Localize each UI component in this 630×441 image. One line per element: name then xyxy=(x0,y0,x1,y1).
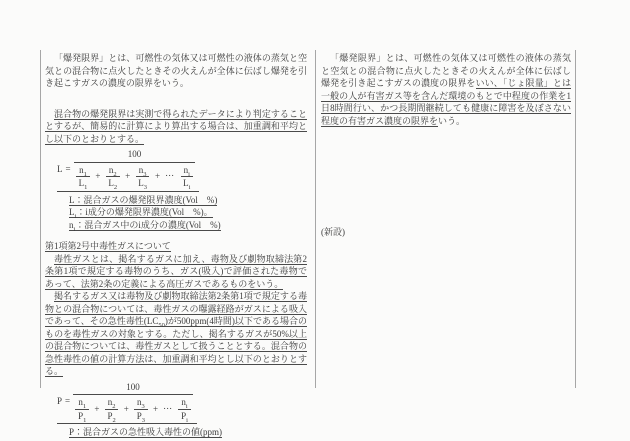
definition-line: $L_i$：i成分の爆発限界濃度(Vol %)。 xyxy=(69,207,213,220)
main-fraction xyxy=(74,148,196,190)
formula-P-definitions xyxy=(69,426,307,439)
formula-lhs: L xyxy=(57,163,63,174)
ellipsis: … xyxy=(163,400,174,411)
plus-sign: + xyxy=(123,403,129,414)
main-fraction xyxy=(73,381,193,423)
old-explosion-limit-paragraph: 「爆発限界」とは、可燃性の気体又は可燃性の液体の蒸気と空気との混合物に点火したときその火えんが全体に伝ばし爆発を引き起こすガスの濃度の限界をいい、「じょ限量」とは一般の人が有害ガス等を含んだ環境のもとで中程度の作業を1日8時間行い、かつ長期間継続しても健康に障害を及ぼさない程度の有害ガス濃度の限界をいう。 xyxy=(321,53,571,126)
toxicity-formula xyxy=(57,381,197,425)
definition-line: L：混合ガスの爆発限界濃度(Vol %) xyxy=(69,194,218,205)
mixture-rule-paragraph: 混合物の爆発限界は実測で得られたデータにより判定することとするが、簡易的に計算により算出する場合は、加重調和平均とし以下のとおりとする。 xyxy=(45,108,307,144)
fraction-numerator: 100 xyxy=(73,381,193,396)
table-rule-right xyxy=(575,50,576,388)
fraction-denominator xyxy=(73,395,193,422)
fraction-numerator: 100 xyxy=(74,148,196,163)
new-provision-label: (新設) xyxy=(321,227,345,237)
fraction-term: $\frac{n_3}{P_3}$ xyxy=(134,396,148,422)
plus-sign: + xyxy=(94,403,100,414)
equals-sign: = xyxy=(65,396,71,406)
fraction-term: $n_i$ $L_i$ xyxy=(180,164,193,190)
toxic-gas-heading: 第1項第2号中毒性ガスについて xyxy=(45,241,171,251)
fraction-term: $\frac{n_2}{L_2}$ xyxy=(105,164,120,190)
old-text-column xyxy=(321,52,571,239)
fraction-term: $\frac{n_3}{L_3}$ xyxy=(135,164,150,190)
fraction-term: $n_1$ $P_1$ xyxy=(75,396,89,422)
fraction-term: $n_1$ $L_1$ xyxy=(76,164,91,190)
table-rule-middle xyxy=(315,50,316,388)
new-text-column xyxy=(45,52,307,439)
fraction-denominator xyxy=(74,163,196,190)
explosion-limit-definition: 「爆発限界」とは、可燃性の気体又は可燃性の液体の蒸気と空気との混合物に点火したときその火えんが全体に伝ばし爆発を引き起こすガスの濃度の限界をいう。 xyxy=(45,53,307,88)
toxic-mixture-paragraph: 掲名するガス又は毒物及び劇物取締法第2条第1項で規定する毒物との混合物については、毒性ガスの曝露経路がガスによる吸入であって、その急性毒性$(LC_{50})$が500ppm(4時間)以下である場合のものを毒性ガスの対象とする。ただし、掲名するガスが50%以上の混合物については、毒性ガスとして扱うこととする。混合物の急性毒性の値の計算方法は、加重調和平均とし以下のとおりとする。 xyxy=(45,291,307,376)
ellipsis: … xyxy=(165,168,176,179)
fraction-term: $\frac{n_2}{P_2}$ xyxy=(104,396,118,422)
definition-line: P：混合ガスの急性吸入毒性の値(ppm) xyxy=(69,427,223,437)
table-rule-left xyxy=(40,50,41,388)
formula-L-definitions xyxy=(69,194,307,232)
plus-sign: + xyxy=(154,171,161,182)
plus-sign: + xyxy=(153,403,159,414)
definition-line: $n_i$：混合ガス中のi成分の濃度(Vol %) xyxy=(69,219,221,233)
toxic-gas-definition: 毒性ガスとは、掲名するガスに加え、毒物及び劇物取締法第2条第1項で規定する毒物のうち、ガス(吸入)で評価された毒物であって、法第2条の定義による高圧ガスであるものをいう。 xyxy=(45,253,307,289)
fraction-term: $n_i$ $P_i$ xyxy=(178,396,191,422)
equals-sign: = xyxy=(65,163,71,174)
plus-sign: + xyxy=(125,171,131,182)
explosion-limit-formula xyxy=(57,148,199,192)
formula-lhs: P xyxy=(57,396,63,406)
plus-sign: + xyxy=(95,171,101,182)
